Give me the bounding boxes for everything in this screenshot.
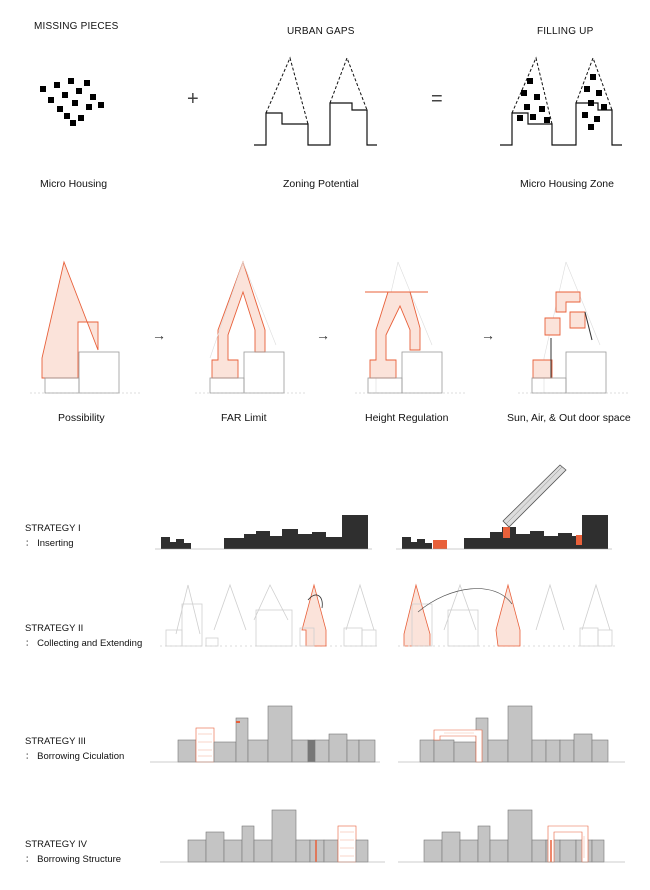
- arrow-2: →: [316, 327, 330, 343]
- height-regulation-diagram: [355, 262, 465, 393]
- caption-height-regulation: Height Regulation: [365, 412, 449, 424]
- sun-air-outdoor-diagram: [518, 262, 628, 393]
- strategy-2-highlight-left: [300, 585, 326, 646]
- plus-operator: +: [187, 88, 199, 110]
- micro-housing-squares: [40, 78, 104, 126]
- strategy-4-title: STRATEGY IV: [25, 839, 87, 850]
- equals-operator: =: [431, 88, 443, 110]
- caption-possibility: Possibility: [58, 412, 105, 424]
- strategy-1-subtitle: ： Inserting: [25, 538, 74, 549]
- strategy-1-before: [155, 515, 372, 549]
- caption-zoning-potential: Zoning Potential: [283, 178, 359, 190]
- strategy-3-subtitle: ： Borrowing Ciculation: [25, 751, 125, 762]
- strategy-3-title: STRATEGY III: [25, 736, 86, 747]
- strategy-2-before: [160, 585, 380, 646]
- possibility-diagram: [30, 262, 142, 393]
- caption-micro-housing-zone: Micro Housing Zone: [520, 178, 614, 190]
- title-filling-up: FILLING UP: [537, 26, 594, 37]
- strategy-2-after: [398, 585, 615, 646]
- urban-gaps-diagram: [254, 58, 377, 145]
- strategy-4-before: [160, 810, 385, 862]
- title-missing-pieces: MISSING PIECES: [34, 21, 119, 32]
- strategy-2-subtitle: ： Collecting and Extending: [25, 638, 143, 649]
- filling-up-diagram: [500, 58, 622, 145]
- strategy-3-after: [398, 706, 625, 762]
- far-limit-diagram: [195, 262, 305, 393]
- arrow-1: →: [152, 327, 166, 343]
- strategy-3-before: [150, 706, 380, 762]
- caption-micro-housing: Micro Housing: [40, 178, 108, 190]
- title-urban-gaps: URBAN GAPS: [287, 26, 355, 37]
- caption-far-limit: FAR Limit: [221, 412, 267, 424]
- strategy-4-subtitle: ： Borrowing Structure: [25, 854, 122, 865]
- strategy-2-title: STRATEGY II: [25, 623, 84, 634]
- strategy-4-after: [398, 810, 625, 862]
- caption-sun-air-outdoor: Sun, Air, & Out door space: [507, 412, 631, 424]
- strategy-1-title: STRATEGY I: [25, 523, 81, 534]
- arrow-3: →: [481, 327, 495, 343]
- strategy-1-after: [396, 465, 612, 549]
